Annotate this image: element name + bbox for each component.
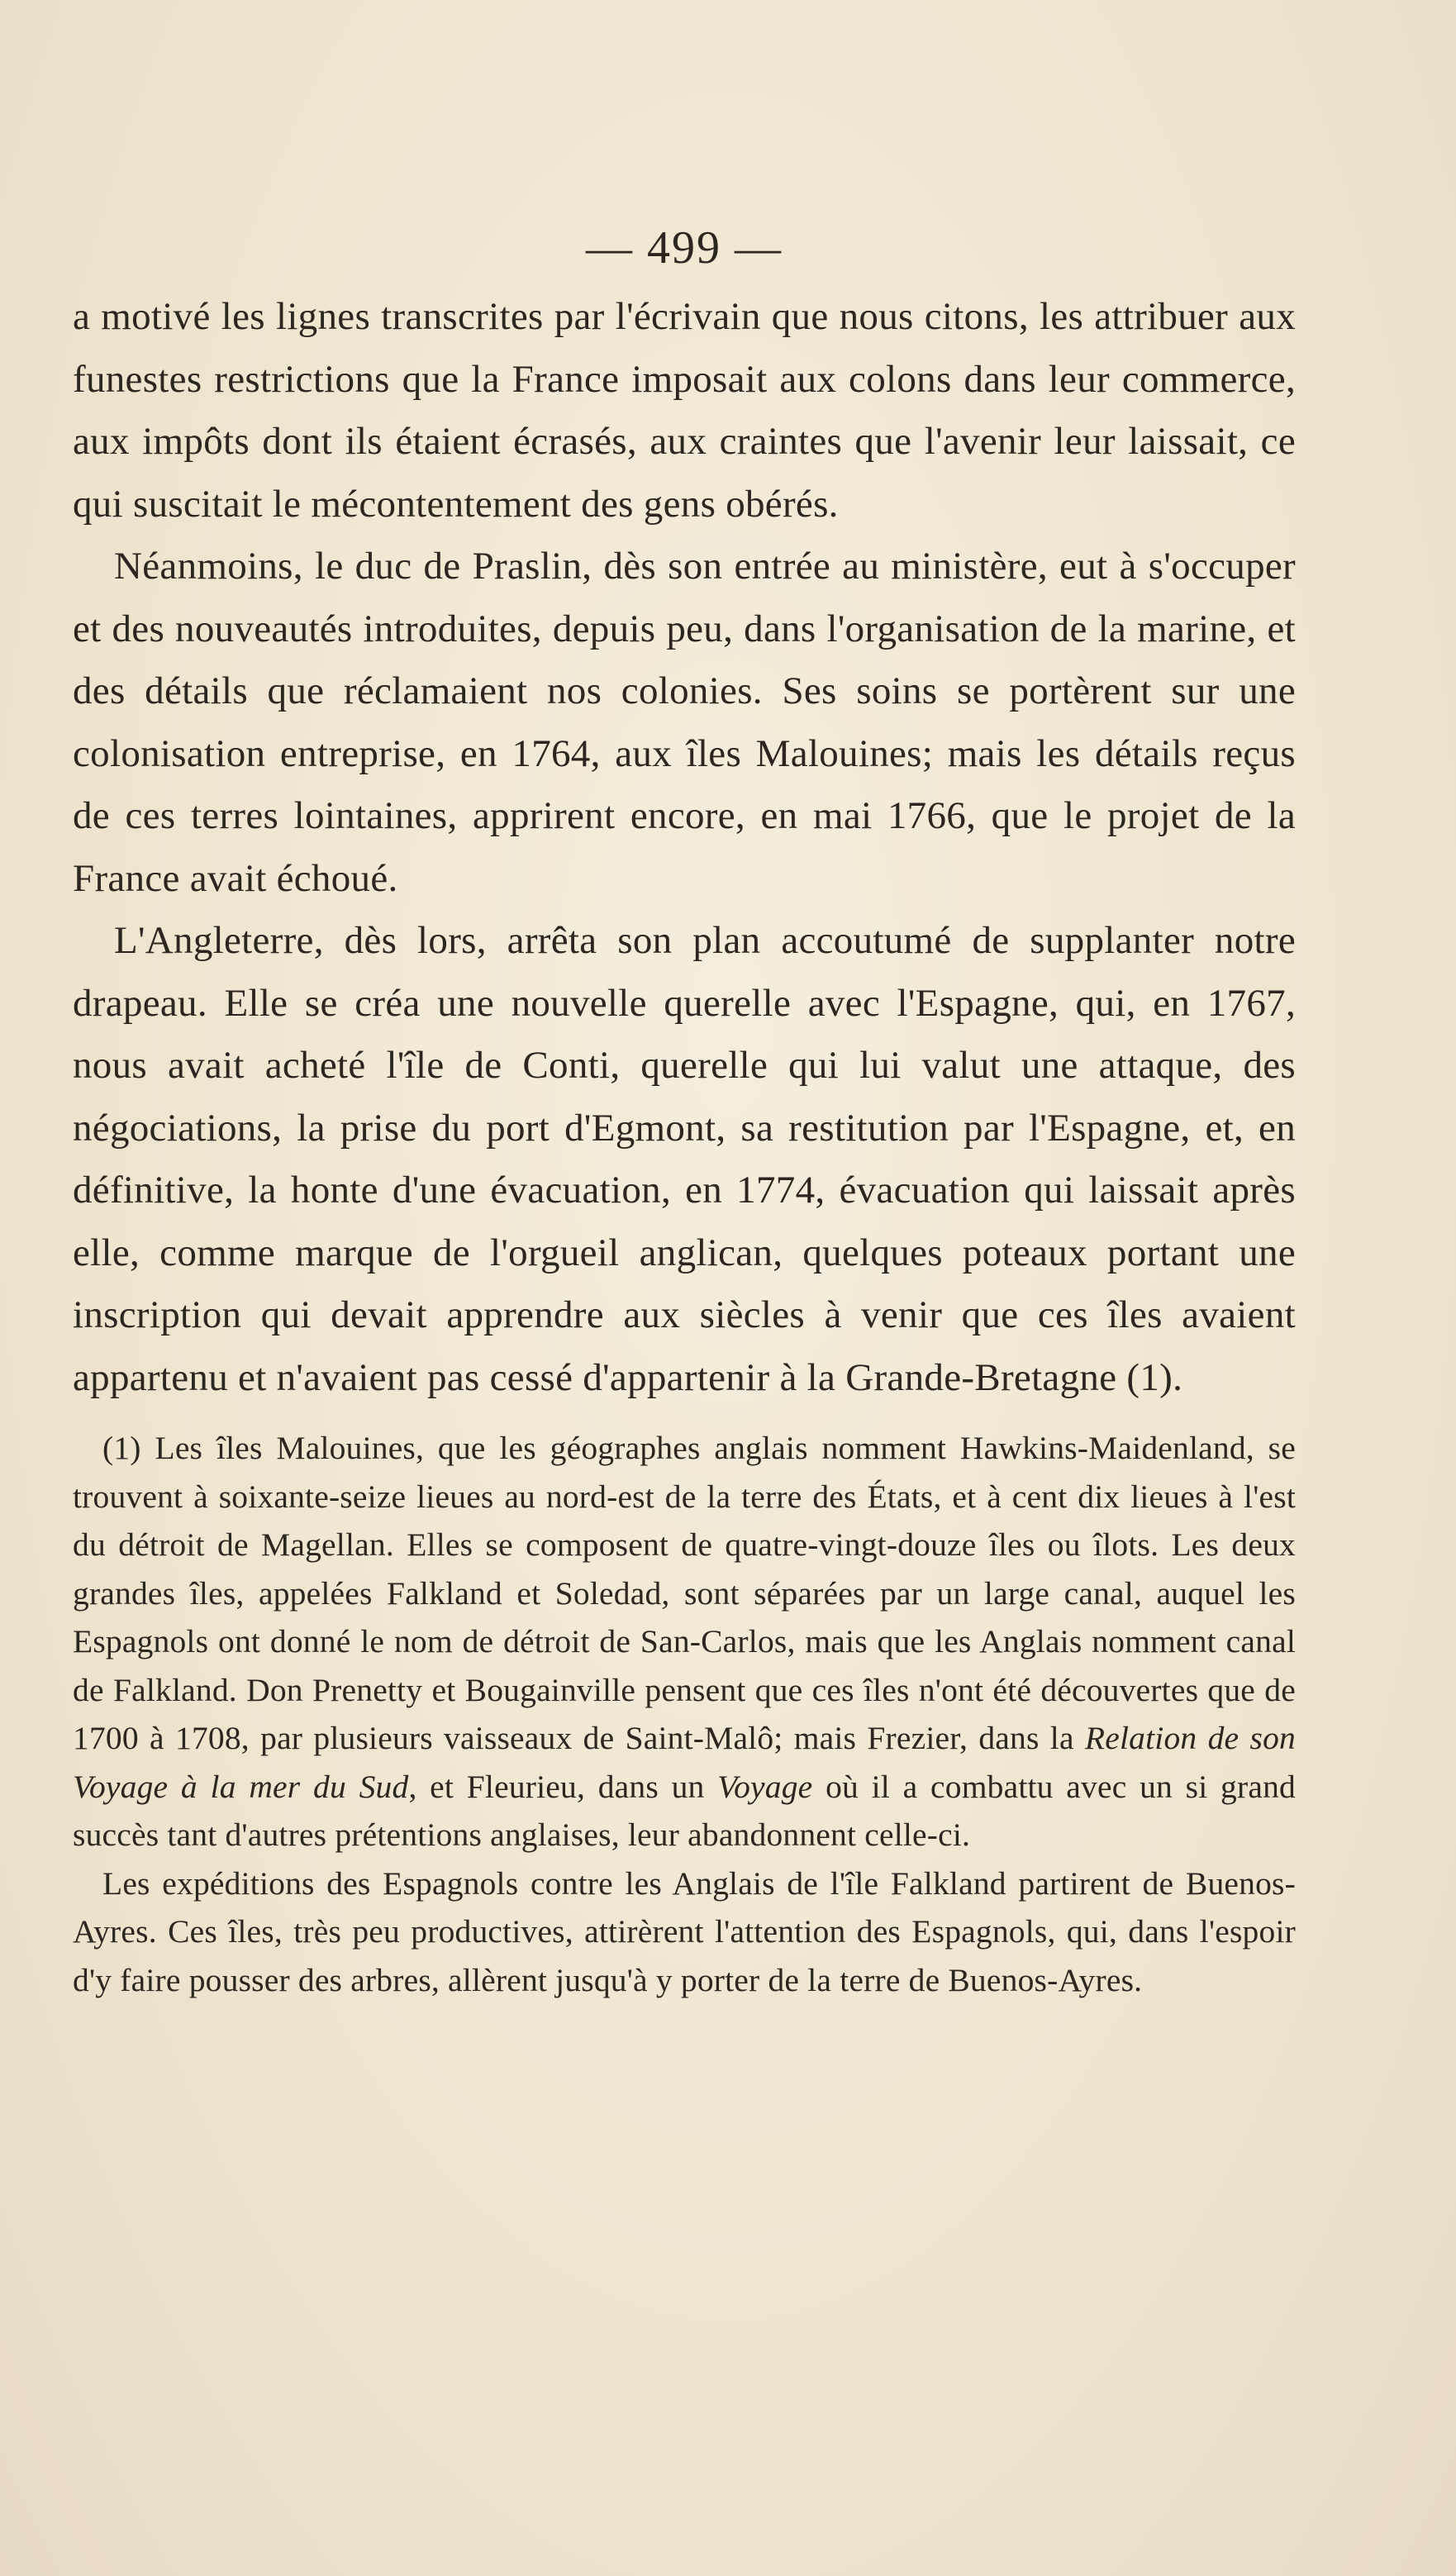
body-text [73,286,1296,1409]
footnote-text: (1) Les îles Malouines, que les géographes anglais nomment Hawkins-Maidenland, se trouvent à soixante-seize lieues au nord-est de la terre des États, et à cent dix lieues à l'est du détroit de Magellan. Elles se composent de quatre-vingt-douze îles ou îlots. Les deux grandes îles, appelées Falkland et Soledad, sont séparées par un large canal, auquel les Espagnols ont donné le nom de détroit de San-Carlos, mais que les Anglais nomment canal de Falkland. Don Prenetty et Bougainville pensent que ces îles n'ont été découvertes que de 1700 à 1708, par plusieurs vaisseaux de Saint-Malô; mais Frezier, dans la [73,1430,1296,1756]
body-paragraph: Néanmoins, le duc de Praslin, dès son entrée au ministère, eut à s'occuper et des nouveautés introduites, depuis peu, dans l'organisation de la marine, et des détails que réclamaient nos colonies. Ses soins se portèrent sur une colonisation entreprise, en 1764, aux îles Malouines; mais les détails reçus de ces terres lointaines, apprirent encore, en mai 1766, que le projet de la France avait échoué. [73,545,1296,900]
book-page [73,223,1296,2004]
footnote-1 [73,1424,1296,1859]
footnote-text: , et Fleurieu, dans un [408,1768,718,1805]
body-paragraph: a motivé les lignes transcrites par l'écrivain que nous citons, les attribuer aux funestes restrictions que la France imposait aux colons dans leur commerce, aux impôts dont ils étaient écrasés, aux craintes que l'avenir leur laissait, ce qui suscitait le mécontentement des gens obérés. [73,295,1296,526]
footnote-book-title: Voyage [717,1768,813,1805]
footnote-text: où il a combattu avec un si grand succès tant d'autres prétentions anglaises, leur abandonnent celle-ci. [73,1768,1296,1853]
footnote-continuation: Les expéditions des Espagnols contre les Anglais de l'île Falkland partirent de Buenos-Ayres. Ces îles, très peu productives, attirèrent l'attention des Espagnols, qui, dans l'espoir d'y faire pousser des arbres, allèrent jusqu'à y porter de la terre de Buenos-Ayres. [73,1864,1296,1998]
footnotes [73,1424,1296,2004]
footnote-book-title: Relation de son Voyage à la mer du Sud [73,1720,1296,1805]
page-number: — 499 — [586,222,783,274]
body-paragraph: L'Angleterre, dès lors, arrêta son plan accoutumé de supplanter notre drapeau. Elle se créa une nouvelle querelle avec l'Espagne, qui, en 1767, nous avait acheté l'île de Conti, querelle qui lui valut une attaque, des négociations, la prise du port d'Egmont, sa restitution par l'Espagne, et, en définitive, la honte d'une évacuation, en 1774, évacuation qui laissait après elle, comme marque de l'orgueil anglican, quelques poteaux portant une inscription qui devait apprendre aux siècles à venir que ces îles avaient appartenu et n'avaient pas cessé d'appartenir à la Grande-Bretagne (1). [73,919,1296,1399]
